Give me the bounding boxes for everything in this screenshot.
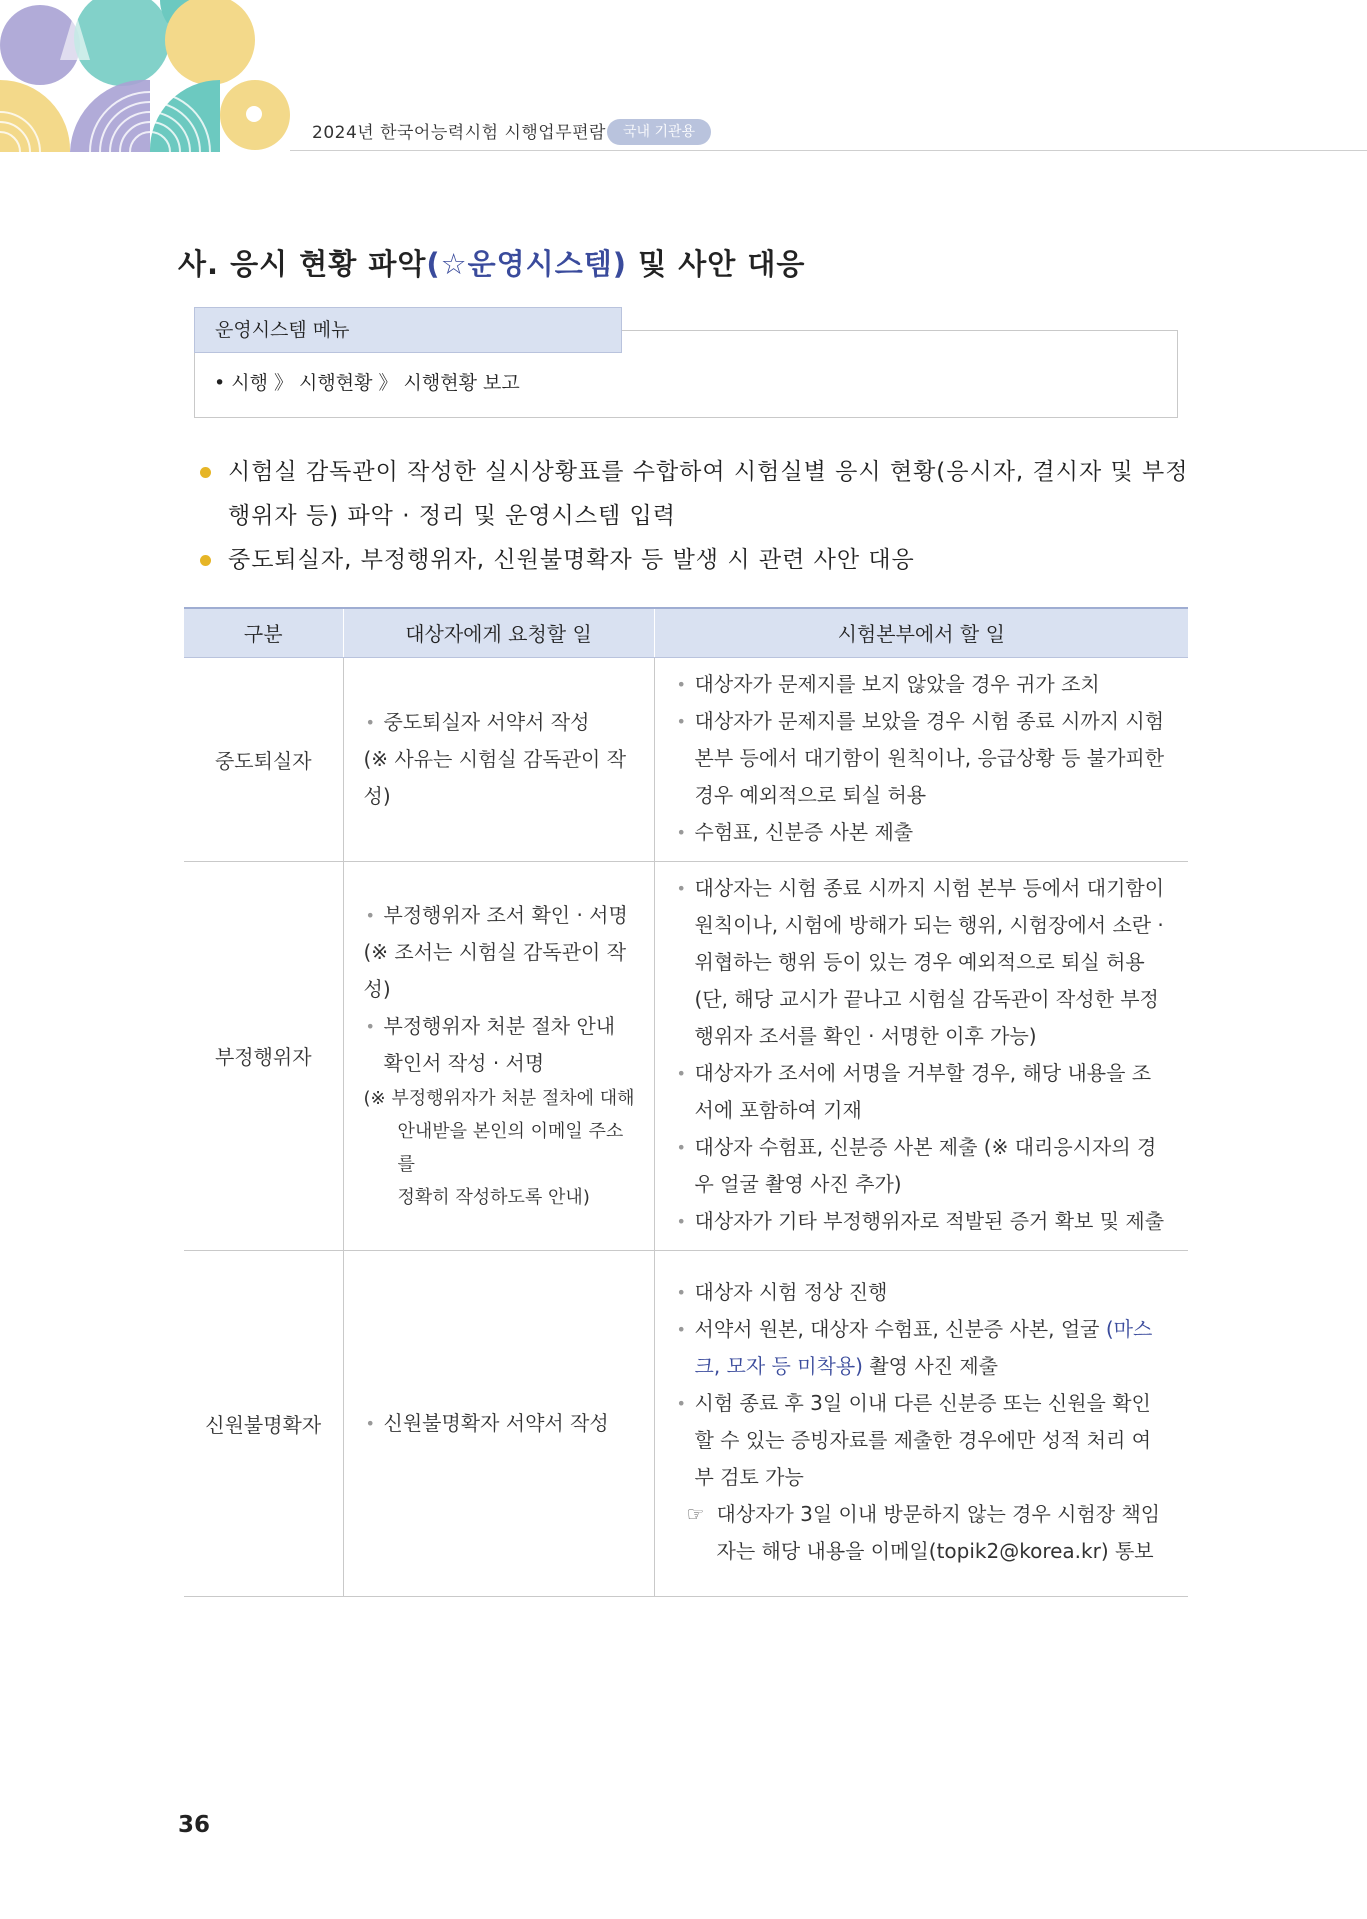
hq-item: • 대상자는 시험 종료 시까지 시험 본부 등에서 대기함이 원칙이나, 시험에 방해가 되는 행위, 시험장에서 소란 · 위협하는 행위 등이 있는 경우 예외적으로 퇴실 허용 (단, 해당 교시가 끝나고 시험실 감독관이 작성한 부정행위자 조서를 확인 · 서명한 이후 가능)	[675, 870, 1169, 1055]
hq-item: • 대상자가 기타 부정행위자로 적발된 증거 확보 및 제출	[675, 1203, 1169, 1240]
hq-cell	[654, 657, 1188, 861]
section-title-suffix: 및 사안 대응	[626, 247, 806, 281]
row-category: 신원불명확자	[184, 1250, 343, 1596]
document-header-title: 2024년 한국어능력시험 시행업무편람	[312, 123, 606, 143]
note-line: 안내받을 본인의 이메일 주소를	[397, 1121, 624, 1175]
column-header: 구분	[184, 608, 343, 657]
hq-cell	[654, 1250, 1188, 1596]
header-badge: 국내 기관용	[607, 119, 711, 145]
header-divider	[290, 150, 1367, 151]
hq-cell	[654, 861, 1188, 1250]
row-category: 부정행위자	[184, 861, 343, 1250]
column-header: 대상자에게 요청할 일	[343, 608, 654, 657]
section-title-accent: (☆운영시스템)	[426, 247, 627, 281]
bullet-text: 시험실 감독관이 작성한 실시상황표를 수합하여 시험실별 응시 현황(응시자, 결시자 및 부정행위자 등) 파악 · 정리 및 운영시스템 입력	[228, 459, 1189, 529]
page-number: 36	[178, 1812, 211, 1838]
hq-item: • 수험표, 신분증 사본 제출	[675, 814, 1169, 851]
request-note: (※ 사유는 시험실 감독관이 작성)	[363, 746, 627, 808]
hq-item: • 대상자가 문제지를 보았을 경우 시험 종료 시까지 시험본부 등에서 대기함이 원칙이나, 응급상황 등 불가피한 경우 예외적으로 퇴실 허용	[675, 703, 1169, 814]
row-category: 중도퇴실자	[184, 657, 343, 861]
summary-bullet	[198, 450, 1198, 538]
section-title	[178, 242, 805, 283]
request-cell	[343, 1250, 654, 1596]
incident-table	[184, 607, 1188, 1597]
table-row	[184, 657, 1188, 861]
request-item: • 부정행위자 조서 확인 · 서명	[364, 897, 636, 934]
hq-item: • 대상자 수험표, 신분증 사본 제출 (※ 대리응시자의 경우 얼굴 촬영 사진 추가)	[675, 1129, 1169, 1203]
hq-item	[675, 1311, 1169, 1385]
hq-item: • 대상자 시험 정상 진행	[675, 1274, 1169, 1311]
summary-bullets	[198, 450, 1198, 582]
bullet-dot-icon	[200, 555, 211, 566]
menu-label: 운영시스템 메뉴	[194, 307, 622, 353]
hq-item-text: 서약서 원본, 대상자 수험표, 신분증 사본, 얼굴	[694, 1317, 1106, 1341]
request-item: • 부정행위자 처분 절차 안내 확인서 작성 · 서명	[364, 1008, 636, 1082]
hq-item: • 시험 종료 후 3일 이내 다른 신분증 또는 신원을 확인할 수 있는 증빙자료를 제출한 경우에만 성적 처리 여부 검토 가능	[675, 1385, 1169, 1496]
section-title-prefix: 사. 응시 현황 파악	[178, 247, 427, 281]
hq-note-text: 대상자가 3일 이내 방문하지 않는 경우 시험장 책임자는 해당 내용을 이메일(topik2@korea.kr) 통보	[716, 1502, 1161, 1563]
request-cell	[343, 861, 654, 1250]
summary-bullet	[198, 538, 1198, 582]
table-row	[184, 861, 1188, 1250]
table-row	[184, 1250, 1188, 1596]
note-line: 정확히 작성하도록 안내)	[397, 1187, 590, 1208]
table-header-row	[184, 608, 1188, 657]
hq-item-accent: (마스크, 모자 등 미착용)	[694, 1317, 1153, 1378]
bullet-dot-icon	[200, 467, 211, 478]
request-note: (※ 조서는 시험실 감독관이 작성)	[363, 940, 627, 1001]
request-note	[364, 1082, 636, 1214]
hq-item: • 대상자가 조서에 서명을 거부할 경우, 해당 내용을 조서에 포함하여 기재	[675, 1055, 1169, 1129]
request-item: • 중도퇴실자 서약서 작성	[364, 704, 636, 741]
bullet-text: 중도퇴실자, 부정행위자, 신원불명확자 등 발생 시 관련 사안 대응	[228, 547, 915, 573]
hq-item-text: 촬영 사진 제출	[862, 1354, 998, 1378]
column-header: 시험본부에서 할 일	[654, 608, 1188, 657]
menu-path: • 시행 》 시행현황 》 시행현황 보고	[214, 372, 520, 394]
request-cell	[343, 657, 654, 861]
note-line: (※ 부정행위자가 처분 절차에 대해	[363, 1088, 635, 1109]
header-decoration	[0, 0, 290, 152]
request-item: • 신원불명확자 서약서 작성	[364, 1405, 636, 1442]
hq-note	[675, 1496, 1169, 1570]
hq-item: • 대상자가 문제지를 보지 않았을 경우 귀가 조치	[675, 666, 1169, 703]
pointing-hand-icon: ☞	[686, 1502, 705, 1526]
